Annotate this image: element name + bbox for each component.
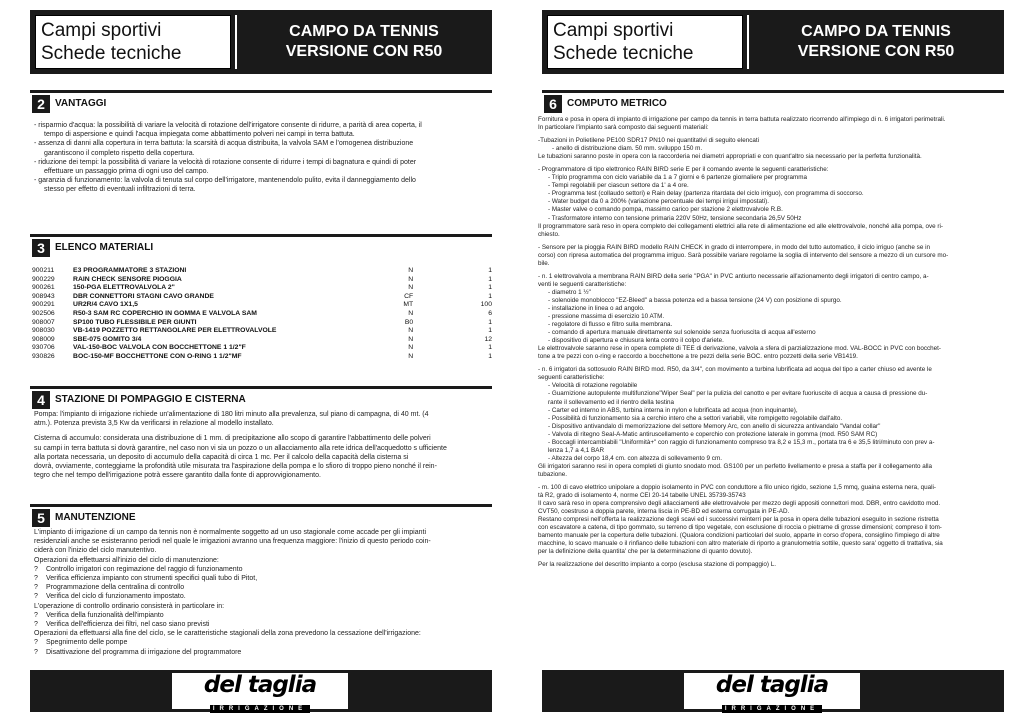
pompaggio-line: alla portata necessaria, un deposito di accumulo della capacità di circa 1 mc. Per il calcolo della capacità della cisterna si xyxy=(34,453,409,461)
checklist-item-label: Spegnimento delle pompe xyxy=(46,639,128,647)
computo-line: - Triplo programma con ciclo variabile da 1 a 7 giorni e 6 partenze giornaliere per programma xyxy=(548,174,807,182)
computo-line: CVT50, coestruso a doppia parete, interna liscia in PE-BD ed esterna corrugata in PE-AD. xyxy=(538,508,790,516)
computo-line: corso) con ripresa automatica del programma irriguo. Sarà possibile variare regolarne la soglia di intervento del sensore a mezzo di un cursore mo- xyxy=(538,251,949,259)
checklist-item xyxy=(34,565,484,574)
computo-line: con escavatore a catena, di tipo gommato, su terreno di tipo vegetale, con esclusione di roccia o pietrame di grosse dimensioni; compreso il tom- xyxy=(538,524,942,532)
material-description: VAL-150-BOC VALVOLA CON BOCCHETTONE 1 1/2"F xyxy=(73,344,246,352)
checklist-item-label: Verifica dell'efficienza dei filtri, nel caso siano previsti xyxy=(46,621,210,629)
manutenzione-line: L'impianto di irrigazione di un campo da tennis non è normalmente soggetto ad un uso stagionale come accade per gli impianti xyxy=(34,529,427,536)
header-title-line2: Schede tecniche xyxy=(41,43,182,64)
computo-line: - Altezza del corpo 18,4 cm. con altezza di sollevamento 9 cm. xyxy=(548,454,722,462)
manutenzione-line: ciderà con l'inizio del ciclo manutentivo. xyxy=(34,547,157,555)
computo-line: Fornitura e posa in opera di impianto di irrigazione per campo da tennis in terra battuta realizzato ricorrendo all'impiego di n. 6 irrigatori perimetrali. xyxy=(538,116,946,123)
section-number: 3 xyxy=(32,239,50,257)
vantaggi-text xyxy=(34,121,484,195)
computo-line: Per la realizzazione del descritto impianto a corpo (esclusa stazione di pompaggio) L. xyxy=(538,561,777,569)
material-quantity: 1 xyxy=(488,327,492,335)
manutenzione-line: L'operazione di controllo ordinario consisterà in particolare in: xyxy=(34,602,225,610)
computo-line: per la definizione della quantita' che per la determinazione di quanto dovuto). xyxy=(538,548,753,556)
header-heading-line1: CAMPO DA TENNIS xyxy=(289,23,439,40)
computo-line: - Water budget da 0 a 200% (variazione percentuale dei tempi irrigui impostati). xyxy=(548,198,769,206)
computo-line: - Dispositivo antivandalo di memorizzazione del settore Memory Arc, con anello di sicurezza antivandalo "Vandal collar" xyxy=(548,422,881,430)
computo-line: - dispositivo di apertura e chiusura lenta contro il colpo d'ariete. xyxy=(548,337,724,345)
checklist-item xyxy=(34,574,484,583)
material-unit: N xyxy=(408,309,414,317)
material-code: 908943 xyxy=(32,292,55,300)
computo-line: - Guarnizione autopulente multifunzione"Wiper Seal" per la pulizia del canotto e per evitare fuoriuscite di acqua a causa di pressione du- xyxy=(548,390,928,398)
checklist-item-label: Programmazione della centralina di controllo xyxy=(46,584,185,592)
computo-line: seguenti caratteristiche: xyxy=(538,374,605,382)
manutenzione-line: Operazioni da effettuarsi alla fine del ciclo, se le caratteristiche stagionali della zona prevedono la cessazione dell'irrigazione: xyxy=(34,630,421,638)
table-row xyxy=(32,336,492,345)
bullet-glyph: ? xyxy=(34,648,38,656)
material-unit: N xyxy=(408,344,414,352)
computo-line: - Boccagli intercambiabili "Uniformità+" con raggio di funzionamento compreso tra 8,2 e 15,3 m., portata tra 6 e 35,5 litri/minuto con prev a- xyxy=(548,438,935,446)
computo-line: - n. 6 irrigatori da sottosuolo RAIN BIRD mod. R50, da 3/4", con movimento a turbina lubrificata ad acqua del tipo a carter chiuso ed avente le xyxy=(538,366,932,374)
computo-line: lenza 1,7 a 4,1 BAR xyxy=(548,446,605,454)
computo-line: - Sensore per la pioggia RAIN BIRD modello RAIN CHECK in grado di interrompere, in modo del tutto automatico, il ciclo irriguo (anche se in xyxy=(538,243,930,251)
pompaggio-line: su campi in terra battuta si dovrà garantire, nel caso non vi sia un pozzo o un allacciamento alla rete idrica dell'acquedotto s ufficiente xyxy=(34,444,447,452)
material-quantity: 6 xyxy=(488,309,492,317)
checklist-item-label: Verifica del ciclo di funzionamento impostato. xyxy=(46,593,186,601)
computo-line: In particolare l'impianto sarà composto dai seguenti materiali: xyxy=(538,124,709,132)
pompaggio-line: dovrà, ovviamente, conteggiarne la profondità utile misurata tra l'aspirazione della pompa e lo sfioro di troppo pieno nonché il rein- xyxy=(34,463,437,471)
brand-logo xyxy=(684,672,860,712)
material-description: BOC-150-MF BOCCHETTONE CON O-RING 1 1/2"MF xyxy=(73,352,242,360)
section-number: 2 xyxy=(32,95,50,113)
material-description: 150-PGA ELETTROVALVOLA 2" xyxy=(73,284,175,292)
material-quantity: 1 xyxy=(488,284,492,292)
logo-tagline: IRRIGAZIONE xyxy=(722,705,822,713)
pompaggio-text xyxy=(34,410,484,480)
header-heading-line2: VERSIONE CON R50 xyxy=(797,43,955,60)
section-header-vantaggi xyxy=(30,90,492,112)
header-heading xyxy=(752,15,1000,69)
header-heading-line2: VERSIONE CON R50 xyxy=(285,43,443,60)
computo-line: Il programmatore sarà reso in opera completo dei collegamenti elettrici alla rete di alimentazione ed alle elettrovalvole, nonché alla pompa, ove ri- xyxy=(538,222,943,230)
material-quantity: 12 xyxy=(484,335,492,343)
table-row xyxy=(32,344,492,353)
computo-line: - Velocità di rotazione regolabile xyxy=(548,382,638,390)
section-number: 6 xyxy=(544,95,562,113)
material-description: VB-1419 POZZETTO RETTANGOLARE PER ELETTROVALVOLE xyxy=(73,327,277,335)
material-code: 900261 xyxy=(32,284,55,292)
computo-line: - n. 1 elettrovalvola a membrana RAIN BIRD della serie "PGA" in PVC antiurto necessarie all'azionamento degli irrigatori di centro campo, a- xyxy=(538,272,929,280)
header-divider xyxy=(747,15,749,69)
header-title-line2: Schede tecniche xyxy=(553,43,694,64)
section-number: 4 xyxy=(32,391,50,409)
vantaggi-line: - assenza di danni alla copertura in terra battuta: la scarsità di acqua distribuita, la valvola SAM e l'omogenea distribuzione xyxy=(34,140,414,148)
page-footer xyxy=(30,670,492,712)
material-code: 930826 xyxy=(32,352,55,360)
material-quantity: 1 xyxy=(488,352,492,360)
section-number: 5 xyxy=(32,509,50,527)
pompaggio-line: tegro che nel tempo dell'irrigazione potrà essere garantito dalla fonte di approvvigionamento. xyxy=(34,472,321,480)
table-row xyxy=(32,284,492,293)
bullet-glyph: ? xyxy=(34,621,38,629)
computo-line: - Master valve o comando pompa, massimo carico per stazione 2 elettrovalvole R.B. xyxy=(548,206,783,214)
material-description: SP100 TUBO FLESSIBILE PER GIUNTI xyxy=(73,318,197,326)
computo-line: - Possibilità di funzionamento sia a cerchio intero che a settori variabili, vite rompigetto regolabile dall'alto. xyxy=(548,414,843,422)
material-quantity: 1 xyxy=(488,344,492,352)
material-description: UR2R/4 CAVO 1X1,5 xyxy=(73,301,138,309)
bullet-glyph: ? xyxy=(34,584,38,592)
checklist-item xyxy=(34,638,484,647)
table-row xyxy=(32,301,492,310)
material-code: 900291 xyxy=(32,301,55,309)
computo-line: - Trasformatore interno con tensione primaria 220V 50Hz, tensione secondaria 26,5V 50Hz xyxy=(548,214,802,222)
section-title: ELENCO MATERIALI xyxy=(55,242,154,253)
material-quantity: 1 xyxy=(488,267,492,274)
computo-line: Gli irrigatori saranno resi in opera completi di giunto snodato mod. GS100 per un perfetto livellamento e presa a staffa per il collegamento alla xyxy=(538,462,933,470)
checklist-item xyxy=(34,583,484,592)
header-heading xyxy=(240,15,488,69)
material-unit: N xyxy=(408,327,414,335)
checklist-item-label: Verifica della funzionalità dell'impianto xyxy=(46,611,164,619)
manutenzione-text xyxy=(34,528,484,657)
computo-line: tone a tre pezzi con o-ring e raccordo a bocchettone a tre pezzi della serie BOC. entro pozzetti della serie VB1419. xyxy=(538,353,858,361)
pompaggio-line: Cisterna di accumulo: considerata una distribuzione di 1 mm. di precipitazione allo scopo di garantire l'abbattimento delle polveri xyxy=(34,435,431,443)
bullet-glyph: ? xyxy=(34,593,38,601)
checklist-item-label: Controllo irrigatori con regimazione del raggio di funzionamento xyxy=(46,565,243,573)
header-title-box xyxy=(547,15,743,69)
computo-line: - m. 100 di cavo elettrico unipolare a doppio isolamento in PVC con conduttore a filo unico rigido, sezione 1,5 mmq, guaina esterna nera, quali- xyxy=(538,483,936,491)
computo-line: Le tubazioni saranno poste in opera con la raccorderia nei diametri appropriati e con quant'altro sia necessario per la perfetta funzionalità. xyxy=(538,153,922,161)
computo-line: chiesto. xyxy=(538,230,560,238)
computo-line: - installazione in linea o ad angolo. xyxy=(548,304,645,312)
manutenzione-line: Operazioni da effettuarsi all'inizio del ciclo di manutenzione: xyxy=(34,556,219,564)
manutenzione-line: residenziali anche se esisteranno periodi nel quale le irrigazioni avranno una frequenza maggiore: l'inizio di questo periodo coin- xyxy=(34,538,431,546)
material-quantity: 1 xyxy=(488,292,492,300)
table-row xyxy=(32,319,492,328)
computo-line: - Carter ed interno in ABS, turbina interna in nylon e lubrificata ad acqua (non inquinante), xyxy=(548,406,798,414)
section-title: MANUTENZIONE xyxy=(55,512,136,523)
material-code: 908009 xyxy=(32,335,55,343)
table-row xyxy=(32,327,492,336)
computo-line: - pressione massima di esercizio 10 ATM. xyxy=(548,313,665,321)
computo-line: - regolatore di flusso e filtro sulla membrana. xyxy=(548,321,673,329)
material-code: 908007 xyxy=(32,318,55,326)
material-code: 900211 xyxy=(32,267,55,274)
material-code: 902506 xyxy=(32,309,55,317)
table-row xyxy=(32,267,492,276)
computo-line: Il cavo sarà reso in opera comprensivo degli allacciamenti alle elettrovalvole per mezzo degli appositi connettori mod. DBR, entro cavidotto mod. xyxy=(538,500,941,508)
material-description: R50-3 SAM RC COPERCHIO IN GOMMA E VALVOLA SAM xyxy=(73,309,257,317)
computo-line: - Programmatore di tipo elettronico RAIN BIRD serie E per il comando avente le seguenti caratteristiche: xyxy=(538,166,829,174)
table-row xyxy=(32,310,492,319)
pompaggio-line: atm.). Potenza prevista 3,5 Kw da verificarsi in relazione al modello installato. xyxy=(34,420,274,428)
computo-line: bamento manuale per la copertura delle tubazioni. (Qualora condizioni particolari del suolo, apparte in corso d'opera, consiglino l'impiego di altre xyxy=(538,532,940,540)
computo-line: Restano compresi nell'offerta la realizzazione degli scavi ed i successivi reinterri per la posa in opera delle tubazioni eseguito in sezione ristretta xyxy=(538,516,939,524)
section-header-manutenzione xyxy=(30,504,492,526)
material-description: SBE-075 GOMITO 3/4 xyxy=(73,335,142,343)
material-code: 930706 xyxy=(32,344,55,352)
material-unit: N xyxy=(408,335,414,343)
checklist-item xyxy=(34,620,484,629)
material-code: 908030 xyxy=(32,327,55,335)
material-unit: B0 xyxy=(404,318,414,326)
header-divider xyxy=(235,15,237,69)
material-quantity: 100 xyxy=(480,301,492,309)
bullet-glyph: ? xyxy=(34,611,38,619)
material-description: RAIN CHECK SENSORE PIOGGIA xyxy=(73,275,182,283)
material-unit: N xyxy=(408,267,414,274)
material-unit: MT xyxy=(403,301,414,309)
material-unit: N xyxy=(408,352,414,360)
table-row xyxy=(32,276,492,285)
logo-tagline: IRRIGAZIONE xyxy=(210,705,310,713)
checklist-item-label: Disattivazione del programma di irrigazione del programmatore xyxy=(46,648,242,656)
computo-line: Le elettrovalvole saranno rese in opera complete di TEE di derivazione, valvola a sfera di parzializzazione mod. VAL-BOCC in PVC con bocchet- xyxy=(538,345,941,353)
computo-line: macchine, lo scavo manuale o il rinfianco delle tubazioni con altro materiale di riporto a granulometria sottile, questo sara' oggetto di trattativa, sia xyxy=(538,540,943,548)
section-title: VANTAGGI xyxy=(55,98,107,109)
logo-wordmark: del taglia xyxy=(715,672,829,698)
brand-logo xyxy=(172,672,348,712)
checklist-item xyxy=(34,611,484,620)
computo-line: - anello di distribuzione diam. 50 mm. sviluppo 150 m. xyxy=(552,145,703,153)
vantaggi-line: effettuare un passaggio prima di ogni uso del campo. xyxy=(44,168,209,176)
table-row xyxy=(32,293,492,302)
vantaggi-line: tempo di aspersione e quindi l'acqua impiegata come abbattimento polveri nei campi in terra battuta. xyxy=(44,131,355,139)
material-description: DBR CONNETTORI STAGNI CAVO GRANDE xyxy=(73,292,214,300)
section-header-materiali xyxy=(30,234,492,256)
computo-line: venti le seguenti caratteristiche: xyxy=(538,280,627,288)
checklist-item-label: Verifica efficienza impianto con strumenti specifici quali tubo di Pitot, xyxy=(46,575,258,583)
material-unit: N xyxy=(408,284,414,292)
bullet-glyph: ? xyxy=(34,575,38,583)
header-title-line1: Campi sportivi xyxy=(553,20,674,41)
computo-line: tubazione. xyxy=(538,470,568,478)
material-quantity: 1 xyxy=(488,275,492,283)
material-quantity: 1 xyxy=(488,318,492,326)
vantaggi-line: - garanzia di funzionamento: la valvola di tenuta sul corpo dell'irrigatore, mantenendolo pulito, evita il danneggiamento dello xyxy=(34,177,416,185)
computo-line: - diametro 1 ½" xyxy=(548,288,591,296)
bullet-glyph: ? xyxy=(34,565,38,573)
computo-line: bile. xyxy=(538,259,550,267)
section-title: STAZIONE DI POMPAGGIO E CISTERNA xyxy=(55,394,246,405)
page-header xyxy=(30,10,492,74)
section-header-pompaggio xyxy=(30,386,492,408)
computo-line: - solenoide monoblocco "EZ-Bleed" a bassa potenza ed a bassa tensione (24 V) con posizione di spurgo. xyxy=(548,296,842,304)
header-title-box xyxy=(35,15,231,69)
computo-line: tà R2, grado di isolamento 4, norme CEI 20-14 tabelle UNEL 35739-35743 xyxy=(538,492,746,500)
computo-line: - Tempi regolabili per ciascun settore da 1' a 4 ore. xyxy=(548,182,689,190)
material-unit: N xyxy=(408,275,414,283)
computo-line: - Programma test (collaudo settori) e Rain delay (partenza ritardata del ciclo irriguo), con programma di soccorso. xyxy=(548,190,864,198)
computo-text xyxy=(538,116,1000,569)
page-right xyxy=(512,0,1024,724)
material-code: 900229 xyxy=(32,275,55,283)
header-heading-line1: CAMPO DA TENNIS xyxy=(801,23,951,40)
header-title-line1: Campi sportivi xyxy=(41,20,162,41)
vantaggi-line: stesso per effetto di eventuali infiltrazioni di terra. xyxy=(44,186,196,194)
material-unit: CF xyxy=(404,292,414,300)
computo-line: - Valvola di ritegno Seal-A-Matic antiruscellamento e coperchio con protezione laterale in gomma (mod. R50 SAM RC) xyxy=(548,430,878,438)
pompaggio-line: Pompa: l'impianto di irrigazione richiede un'alimentazione di 180 litri minuto alla prevalenza, sul piano di campagna, di 40 mt. (4 xyxy=(34,411,429,418)
vantaggi-line: garantiscono il completo rispetto della copertura. xyxy=(44,149,195,157)
section-header-computo xyxy=(542,90,1004,112)
checklist-item xyxy=(34,592,484,601)
checklist-item xyxy=(34,648,484,657)
material-description: E3 PROGRAMMATORE 3 STAZIONI xyxy=(73,267,187,274)
materials-table xyxy=(32,267,492,362)
section-title: COMPUTO METRICO xyxy=(567,98,667,109)
page-header xyxy=(542,10,1004,74)
vantaggi-line: - riduzione dei tempi: la possibilità di variare la velocità di rotazione consente di ridurre i tempi di bagnatura e quindi di poter xyxy=(34,158,417,166)
page-footer xyxy=(542,670,1004,712)
computo-line: - comando di apertura manuale direttamente sul solenoide senza fuoriuscita di acqua all'esterno xyxy=(548,329,816,337)
computo-line: -Tubazioni in Polietilene PE100 SDR17 PN10 nei quantitativi di seguito elencati xyxy=(538,137,759,145)
computo-line: rante il sollevamento ed il rientro della testina xyxy=(548,398,675,406)
bullet-glyph: ? xyxy=(34,639,38,647)
logo-wordmark: del taglia xyxy=(203,672,317,698)
vantaggi-line: - risparmio d'acqua: la possibilità di variare la velocità di rotazione dell'irrigatore consente di ridurre, a parità di area coperta, il xyxy=(34,122,422,129)
table-row xyxy=(32,353,492,362)
